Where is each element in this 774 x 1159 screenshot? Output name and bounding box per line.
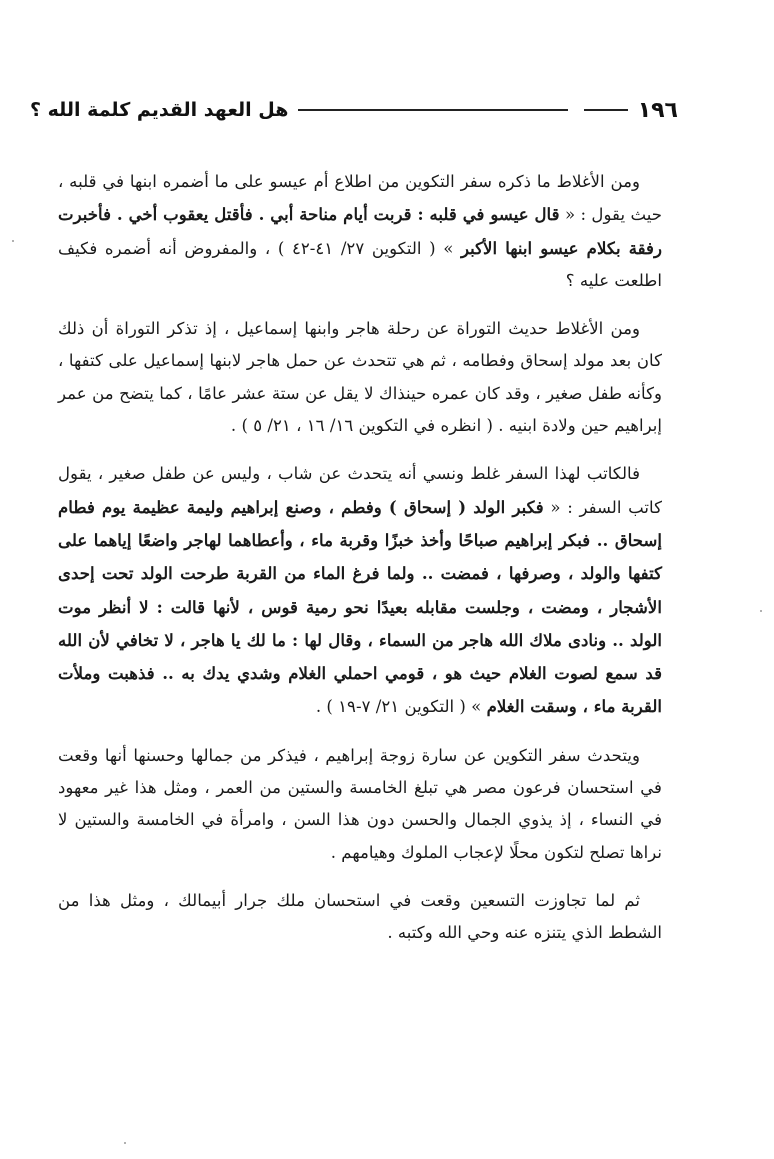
text-segment: ومن الأغلاط ما ذكره سفر التكوين من اطلاع أم عيسو على ما أضمره ابنها في قلبه ، حيث يقول : «	[58, 172, 663, 225]
paragraph-1	[58, 166, 662, 297]
text-segment: ثم لما تجاوزت التسعين وقعت في استحسان ملك جرار أبيمالك ، ومثل هذا من الشطط الذي يتنزه عنه وحي الله وكتبه .	[58, 890, 662, 943]
text-segment: ويتحدث سفر التكوين عن سارة زوجة إبراهيم ، فيذكر من جمالها وحسنها أنها وقعت في استحسان فرعون مصر هي تبلغ الخامسة والستين من العمر ، ومثل هذا غير معهود في النساء ، إذ يذوي الجمال والحسن دون هذا السن ، وامرأة في الخامسة والستين لا نراها تصلح لتكون محلًا لإعجاب الملوك وهيامهم .	[58, 745, 662, 862]
paragraph-2	[58, 313, 662, 442]
paragraph-5	[58, 885, 662, 950]
scan-speck	[124, 1142, 126, 1144]
header-rule-long	[298, 109, 567, 111]
body-text	[58, 166, 662, 950]
text-segment: ومن الأغلاط حديث التوراة عن رحلة هاجر وابنها إسماعيل ، إذ تذكر التوراة أن ذلك كان بعد مولد إسحاق وفطامه ، ثم هي تتحدث عن حمل هاجر لابنها إسماعيل على كتفها ، وكأنه طفل صغير ، وقد كان عمره حينذاك لا يقل عن ستة عشر عامًا ، كما يتضح من عمر إبراهيم حين ولادة ابنيه . ( انظره في التكوين ١٦/ ١٦ ، ٢١/ ٥ ) .	[58, 319, 662, 436]
running-title: هل العهد القديم كلمة الله ؟	[30, 99, 289, 121]
header-rule-short	[584, 109, 628, 111]
page-number: ١٩٦	[637, 97, 678, 123]
running-header	[30, 92, 678, 128]
scan-speck	[12, 240, 14, 242]
quoted-text: فكبر الولد ( إسحاق ) وفطم ، وصنع إبراهيم وليمة عظيمة يوم فطام إسحاق .. فبكر إبراهيم صباحًا وأخذ خبزًا وقربة ماء ، وأعطاهما لهاجر واضعًا إياهما على كتفها والولد ، وصرفها ، فمضت .. ولما فرغ الماء من القربة طرحت الولد تحت إحدى الأشجار ، ومضت ، وجلست مقابله بعيدًا نحو رمية قوس ، لأنها قالت : لا أنظر موت الولد .. ونادى ملاك الله هاجر من السماء ، وقال لها : ما لك يا هاجر ، لا تخافي لأن الله قد سمع لصوت الغلام حيث هو ، قومي احملي الغلام وشدي يدك به .. فذهبت وملأت القربة ماء ، وسقت الغلام	[58, 496, 662, 717]
paragraph-4	[58, 740, 662, 869]
text-segment: » ( التكوين ٢١/ ٧-١٩ ) .	[315, 697, 487, 717]
scan-speck	[760, 610, 762, 612]
paragraph-3	[58, 458, 662, 723]
text-segment: فالكاتب لهذا السفر غلط ونسي أنه يتحدث عن شاب ، وليس عن طفل صغير ، يقول كاتب السفر : «	[58, 464, 662, 517]
quoted-text: قال عيسو في قلبه : قربت أيام مناحة أبي . فأقتل يعقوب أخي . فأخبرت رفقة بكلام عيسو ابنها الأكبر	[58, 204, 662, 258]
text-segment: » ( التكوين ٢٧/ ٤١-٤٢ ) ، والمفروض أنه أضمره فكيف اطلعت عليه ؟	[58, 238, 662, 290]
